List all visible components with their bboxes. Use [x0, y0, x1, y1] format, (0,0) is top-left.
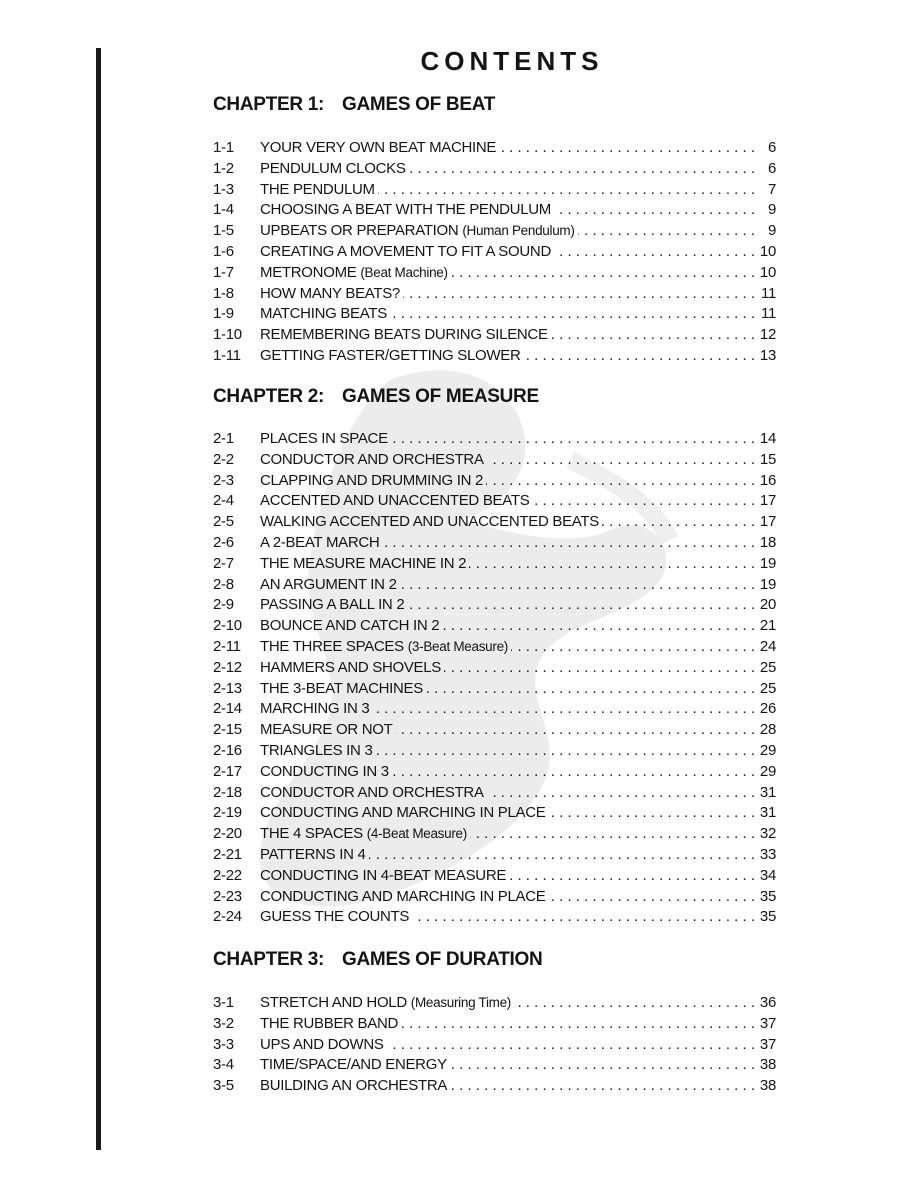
toc-entry [213, 263, 776, 284]
entry-title-text: THE 4 SPACES [260, 825, 363, 843]
toc-entry [213, 346, 776, 367]
entry-title-text: HOW MANY BEATS? [260, 284, 400, 302]
toc-entry [213, 993, 776, 1014]
dot-leader [392, 762, 755, 783]
entry-number: 2-19 [213, 804, 242, 822]
entry-number: 2-14 [213, 700, 242, 718]
entry-page-number: 20 [759, 596, 776, 614]
toc-entry [213, 741, 776, 762]
entry-title-text: REMEMBERING BEATS DURING SILENCE [260, 326, 548, 344]
dot-leader [412, 907, 755, 928]
entry-page-number: 9 [767, 201, 776, 219]
toc-entry [213, 284, 776, 305]
dot-leader [548, 887, 755, 908]
toc-entry [213, 679, 776, 700]
entry-page-number: 14 [759, 430, 776, 447]
entry-title [260, 1035, 384, 1056]
entry-title-text: AN ARGUMENT IN 2 [260, 575, 397, 593]
entry-page-number: 10 [759, 242, 776, 260]
entry-page-number: 19 [759, 575, 776, 593]
toc-entry [213, 429, 776, 450]
entry-number: 2-6 [213, 533, 234, 551]
dot-leader [403, 284, 755, 305]
chapter-heading [213, 947, 542, 973]
toc-entry [213, 783, 776, 804]
toc-entry [213, 471, 776, 492]
entry-page-number: 13 [759, 346, 776, 364]
toc-entry [213, 699, 776, 720]
entry-page-number: 28 [759, 721, 776, 739]
entry-number: 1-4 [213, 201, 234, 219]
entry-number: 1-2 [213, 159, 234, 177]
dot-leader [554, 242, 755, 263]
entry-title [260, 741, 373, 762]
entry-number: 2-4 [213, 492, 234, 510]
entry-title [260, 907, 409, 928]
toc-entry [213, 762, 776, 783]
entry-title [260, 595, 404, 616]
dot-leader [487, 783, 755, 804]
entry-title [260, 699, 369, 720]
entry-title [260, 887, 545, 908]
entry-title-text: CLAPPING AND DRUMMING IN 2 [260, 471, 484, 489]
entry-title [260, 180, 375, 201]
dot-leader [551, 325, 755, 346]
entry-page-number: 32 [759, 825, 776, 843]
entry-page-number: 11 [761, 305, 776, 323]
entry-title-text: CREATING A MOVEMENT TO FIT A SOUND [260, 242, 551, 260]
entry-page-number: 35 [759, 908, 776, 926]
entry-page-number: 25 [759, 679, 776, 697]
entry-title [260, 993, 511, 1014]
dot-leader [602, 512, 755, 533]
toc-entry [213, 554, 776, 575]
entry-title-text: CONDUCTING AND MARCHING IN PLACE [260, 887, 546, 905]
toc-entry [213, 824, 776, 845]
entry-subtitle: (Human Pendulum) [462, 223, 575, 239]
entry-title [260, 803, 545, 824]
entry-number: 2-22 [213, 866, 242, 884]
dot-leader [548, 803, 755, 824]
entry-title [260, 450, 484, 471]
entry-page-number: 15 [759, 450, 776, 468]
dot-leader [450, 1076, 755, 1097]
chapter-name: GAMES OF DURATION [342, 949, 543, 970]
entry-page-number: 21 [759, 617, 776, 635]
entry-title [260, 159, 406, 180]
entry-page-number: 9 [767, 222, 776, 240]
entry-title [260, 783, 484, 804]
toc-entry [213, 533, 776, 554]
dot-leader [426, 679, 755, 700]
toc-entry [213, 491, 776, 512]
dot-leader [376, 741, 756, 762]
entry-title [260, 616, 439, 637]
entry-title [260, 866, 506, 887]
toc-entry [213, 595, 776, 616]
entry-number: 2-10 [213, 617, 242, 635]
left-margin-rule [96, 48, 101, 1150]
dot-leader [509, 866, 755, 887]
entry-page-number: 36 [759, 994, 776, 1011]
entry-number: 2-21 [213, 845, 242, 863]
entry-title [260, 429, 388, 450]
entry-number: 3-3 [213, 1035, 234, 1053]
dot-leader [387, 1035, 755, 1056]
dot-leader [524, 346, 756, 367]
toc-entry [213, 242, 776, 263]
entry-number: 2-8 [213, 575, 234, 593]
entry-page-number: 25 [759, 658, 776, 676]
entry-title-text: THE THREE SPACES [260, 637, 404, 655]
entry-page-number: 7 [767, 180, 776, 198]
entry-title [260, 512, 599, 533]
toc-entry [213, 907, 776, 928]
entry-title [260, 720, 392, 741]
entry-title-text: STRETCH AND HOLD [260, 994, 407, 1011]
entry-title-text: PATTERNS IN 4 [260, 845, 366, 863]
entry-page-number: 34 [759, 866, 776, 884]
entry-title-text: GETTING FASTER/GETTING SLOWER [260, 346, 521, 364]
toc-entry [213, 1014, 776, 1035]
entry-number: 1-6 [213, 242, 234, 260]
entry-page-number: 12 [759, 326, 776, 344]
toc-entry [213, 1035, 776, 1056]
entry-number: 3-2 [213, 1014, 234, 1032]
entry-page-number: 6 [767, 159, 776, 177]
dot-leader [578, 221, 755, 242]
entry-title-text: CONDUCTOR AND ORCHESTRA [260, 783, 484, 801]
entry-title [260, 284, 400, 305]
dot-leader [444, 658, 755, 679]
toc-entry [213, 803, 776, 824]
toc-entry [213, 512, 776, 533]
dot-leader [499, 138, 755, 159]
entry-page-number: 10 [759, 263, 776, 281]
entry-number: 1-5 [213, 222, 234, 240]
dot-leader [400, 575, 755, 596]
entry-number: 2-23 [213, 887, 242, 905]
dot-leader [450, 1055, 755, 1076]
entry-number: 2-2 [213, 450, 234, 468]
entry-page-number: 11 [761, 284, 776, 302]
toc-entry [213, 325, 776, 346]
entry-title [260, 762, 389, 783]
entry-title-text: TIME/SPACE/AND ENERGY [260, 1056, 447, 1074]
toc-entry [213, 1055, 776, 1076]
dot-leader [486, 471, 755, 492]
toc-entry [213, 200, 776, 221]
entry-number: 2-13 [213, 679, 242, 697]
dot-leader [372, 699, 755, 720]
entry-number: 1-11 [213, 346, 241, 364]
dot-leader [442, 616, 755, 637]
chapter-name: GAMES OF MEASURE [342, 386, 539, 407]
dot-leader [382, 533, 755, 554]
dot-leader [390, 304, 755, 325]
entry-page-number: 37 [759, 1035, 776, 1053]
entry-number: 2-18 [213, 783, 242, 801]
entry-number: 2-20 [213, 825, 242, 843]
entry-title-text: CONDUCTING AND MARCHING IN PLACE [260, 804, 546, 822]
toc-entry [213, 845, 776, 866]
toc-entry [213, 159, 776, 180]
toc-entry [213, 138, 776, 159]
entry-title [260, 637, 508, 658]
entry-title-text: CONDUCTING IN 3 [260, 762, 389, 780]
entry-title-text: THE 3-BEAT MACHINES [260, 679, 423, 697]
entry-title-text: CONDUCTING IN 4-BEAT MEASURE [260, 866, 507, 884]
entry-number: 1-1 [213, 139, 234, 156]
toc-entry [213, 450, 776, 471]
entry-number: 1-10 [213, 326, 242, 344]
entry-page-number: 38 [759, 1056, 776, 1074]
entry-number: 2-24 [213, 908, 242, 926]
entry-title [260, 533, 379, 554]
entry-title [260, 304, 387, 325]
toc-entry [213, 866, 776, 887]
entry-title [260, 221, 575, 242]
entry-title-text: THE RUBBER BAND [260, 1014, 399, 1032]
toc-entry [213, 304, 776, 325]
entry-page-number: 17 [759, 513, 776, 531]
toc-entry [213, 1076, 776, 1097]
toc-entry [213, 658, 776, 679]
entry-number: 2-16 [213, 741, 242, 759]
toc-entry [213, 221, 776, 242]
entry-subtitle: (Beat Machine) [360, 264, 448, 280]
entry-page-number: 17 [759, 492, 776, 510]
entry-title-text: THE PENDULUM [260, 180, 375, 198]
dot-leader [407, 595, 755, 616]
entry-title [260, 658, 441, 679]
dot-leader [554, 200, 755, 221]
chapter-label: CHAPTER 3: [213, 949, 325, 970]
entry-number: 2-15 [213, 721, 242, 739]
dot-leader [451, 263, 755, 284]
entry-number: 1-9 [213, 305, 234, 323]
entry-title [260, 1076, 447, 1097]
entry-title [260, 824, 467, 845]
entry-page-number: 29 [759, 741, 776, 759]
entry-page-number: 35 [759, 887, 776, 905]
entry-subtitle: (4-Beat Measure) [366, 826, 467, 842]
entry-title [260, 471, 483, 492]
entry-title [260, 346, 521, 367]
entry-title-text: MATCHING BEATS [260, 305, 387, 323]
toc-entry [213, 616, 776, 637]
entry-number: 3-4 [213, 1056, 234, 1074]
entry-page-number: 38 [759, 1077, 776, 1095]
dot-leader [532, 491, 755, 512]
entry-title [260, 200, 551, 221]
toc-entry [213, 887, 776, 908]
entry-title-text: GUESS THE COUNTS [260, 908, 410, 926]
entry-number: 2-5 [213, 513, 234, 531]
entry-title-text: UPS AND DOWNS [260, 1035, 384, 1053]
entry-title-text: THE MEASURE MACHINE IN 2 [260, 554, 467, 572]
chapter-name: GAMES OF BEAT [342, 94, 496, 115]
toc-entry [213, 637, 776, 658]
entry-title-text: WALKING ACCENTED AND UNACCENTED BEATS [260, 513, 599, 531]
entry-number: 2-7 [213, 554, 234, 572]
toc-entry [213, 180, 776, 201]
entry-title [260, 263, 448, 284]
entry-title-text: CHOOSING A BEAT WITH THE PENDULUM [260, 201, 551, 219]
dot-leader [470, 824, 755, 845]
entry-number: 1-3 [213, 180, 234, 198]
dot-leader [409, 159, 755, 180]
entry-title-text: BOUNCE AND CATCH IN 2 [260, 617, 440, 635]
entry-number: 2-1 [213, 430, 234, 447]
chapter-heading [213, 92, 495, 118]
page-title: CONTENTS [420, 46, 604, 76]
entry-title [260, 242, 551, 263]
chapter-label: CHAPTER 1: [213, 94, 325, 115]
entry-title-text: PASSING A BALL IN 2 [260, 596, 405, 614]
entry-title-text: METRONOME [260, 263, 357, 281]
entry-page-number: 6 [767, 139, 776, 156]
entry-number: 2-12 [213, 658, 242, 676]
dot-leader [511, 637, 755, 658]
entry-title [260, 575, 397, 596]
entry-title-text: YOUR VERY OWN BEAT MACHINE [260, 139, 497, 156]
dot-leader [369, 845, 755, 866]
dot-leader [401, 1014, 755, 1035]
entry-title-text: A 2-BEAT MARCH [260, 533, 380, 551]
entry-title-text: PLACES IN SPACE [260, 430, 388, 447]
chapter-heading [213, 384, 539, 410]
dot-leader [378, 180, 755, 201]
entry-number: 1-8 [213, 284, 234, 302]
entry-title-text: CONDUCTOR AND ORCHESTRA [260, 450, 484, 468]
entry-subtitle: (3-Beat Measure) [407, 638, 508, 654]
entry-page-number: 31 [759, 804, 776, 822]
entry-number: 2-9 [213, 596, 234, 614]
entry-title [260, 138, 496, 159]
entry-page-number: 18 [759, 533, 776, 551]
entry-title-text: MEASURE OR NOT [260, 721, 393, 739]
entry-title-text: UPBEATS OR PREPARATION [260, 222, 459, 240]
entry-title-text: MARCHING IN 3 [260, 700, 370, 718]
entry-title [260, 1014, 398, 1035]
entry-page-number: 26 [759, 700, 776, 718]
entry-title [260, 554, 466, 575]
chapter-2-entries [213, 429, 776, 928]
entry-page-number: 24 [759, 637, 776, 655]
entry-number: 1-7 [213, 263, 234, 281]
dot-leader [391, 429, 755, 450]
entry-number: 2-11 [213, 637, 241, 655]
dot-leader [469, 554, 755, 575]
entry-page-number: 16 [759, 471, 776, 489]
entry-title [260, 845, 366, 866]
chapter-3-entries [213, 993, 776, 1097]
entry-page-number: 29 [759, 762, 776, 780]
entry-number: 2-3 [213, 471, 234, 489]
toc-entry [213, 720, 776, 741]
entry-title-text: PENDULUM CLOCKS [260, 159, 406, 177]
entry-number: 2-17 [213, 762, 242, 780]
entry-page-number: 37 [759, 1014, 776, 1032]
entry-title [260, 1055, 447, 1076]
dot-leader [487, 450, 755, 471]
entry-number: 3-1 [213, 994, 234, 1011]
entry-title [260, 325, 548, 346]
entry-page-number: 31 [759, 783, 776, 801]
entry-title-text: TRIANGLES IN 3 [260, 741, 373, 759]
dot-leader [395, 720, 755, 741]
entry-title-text: BUILDING AN ORCHESTRA [260, 1077, 448, 1095]
entry-title [260, 679, 423, 700]
chapter-1-entries [213, 138, 776, 367]
entry-title-text: ACCENTED AND UNACCENTED BEATS [260, 492, 530, 510]
entry-title [260, 491, 529, 512]
toc-entry [213, 575, 776, 596]
entry-subtitle: (Measuring Time) [410, 995, 511, 1010]
entry-title-text: HAMMERS AND SHOVELS [260, 658, 442, 676]
dot-leader [514, 993, 755, 1014]
entry-page-number: 33 [759, 845, 776, 863]
chapter-label: CHAPTER 2: [213, 386, 325, 407]
entry-page-number: 19 [759, 554, 776, 572]
entry-number: 3-5 [213, 1077, 234, 1095]
